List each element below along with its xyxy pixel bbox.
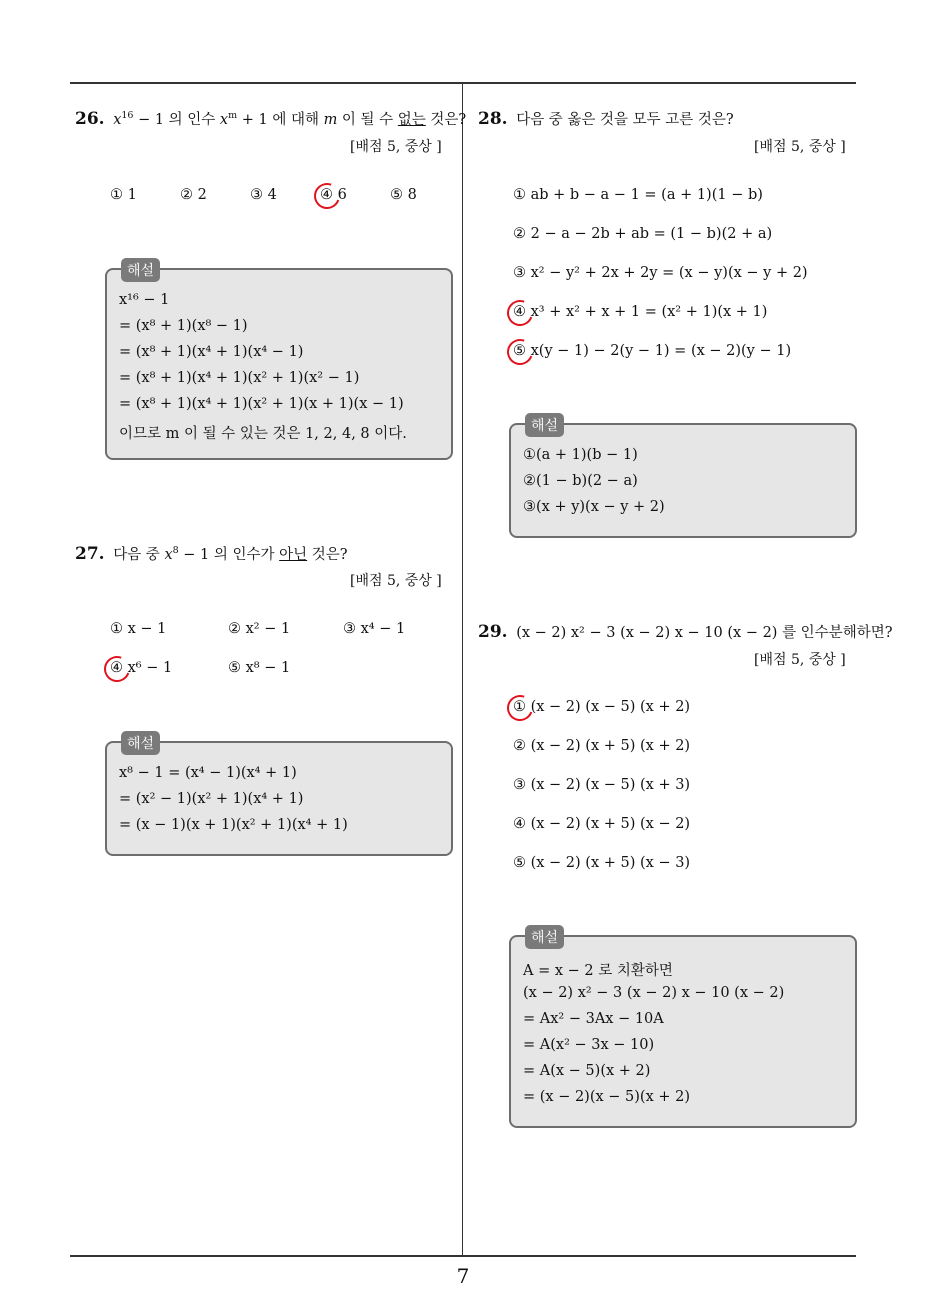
q29-option-5[interactable]: ⑤ (x − 2) (x + 5) (x − 3): [513, 855, 691, 871]
q28-option-4[interactable]: ④ x³ + x² + x + 1 = (x² + 1)(x + 1): [513, 304, 768, 320]
q27-option-2[interactable]: ② x² − 1: [228, 621, 291, 637]
answer-mark-circle-icon: [503, 335, 538, 370]
q26-option-2[interactable]: ② 2: [180, 187, 207, 203]
q29-option-2[interactable]: ② (x − 2) (x + 5) (x + 2): [513, 738, 691, 754]
answer-mark-circle-icon: [503, 691, 538, 726]
solution-tab: 해설: [121, 731, 160, 755]
question-29: [478, 621, 893, 642]
q26-text-e: m: [323, 112, 338, 128]
question-number: 27.: [75, 544, 105, 564]
bottom-rule: [70, 1255, 856, 1257]
solution-line: x¹⁶ − 1: [119, 292, 170, 308]
q28-option-3[interactable]: ③ x² − y² + 2x + 2y = (x − y)(x − y + 2): [513, 265, 808, 281]
q26-text-h: 것은?: [425, 112, 467, 128]
q28-solution-box: [509, 418, 857, 538]
solution-line: (x − 2) x² − 3 (x − 2) x − 10 (x − 2): [523, 985, 785, 1001]
q29-solution-box: [509, 930, 857, 1128]
solution-line: ①(a + 1)(b − 1): [523, 447, 638, 463]
q27-text-b: x: [164, 547, 173, 563]
question-26: [75, 108, 466, 129]
page-number: 7: [456, 1264, 470, 1288]
q27-option-5[interactable]: ⑤ x⁸ − 1: [228, 660, 291, 676]
top-rule: [70, 82, 856, 84]
column-divider: [462, 83, 463, 1256]
solution-line: = A(x² − 3x − 10): [523, 1037, 655, 1053]
question-number: 26.: [75, 109, 105, 129]
question-number: 28.: [478, 109, 508, 129]
solution-line: ②(1 − b)(2 − a): [523, 473, 638, 489]
q26-text-c: x: [219, 112, 229, 128]
q26-text-a: x: [113, 112, 122, 128]
q29-option-1[interactable]: ① (x − 2) (x − 5) (x + 2): [513, 699, 691, 715]
solution-line: 이므로 m 이 될 수 있는 것은 1, 2, 4, 8 이다.: [119, 426, 407, 442]
solution-tab: 해설: [525, 925, 564, 949]
solution-tab: 해설: [121, 258, 160, 282]
solution-line: ③(x + y)(x − y + 2): [523, 499, 665, 515]
q26-solution-box: [105, 263, 453, 460]
solution-line: = (x⁸ + 1)(x⁴ + 1)(x⁴ − 1): [119, 344, 304, 360]
q29-option-3[interactable]: ③ (x − 2) (x − 5) (x + 3): [513, 777, 691, 793]
q27-text-d: 아닌: [279, 547, 308, 563]
question-number: 29.: [478, 622, 508, 642]
q26-text-d: + 1 에 대해: [237, 112, 324, 128]
q28-option-5[interactable]: ⑤ x(y − 1) − 2(y − 1) = (x − 2)(y − 1): [513, 343, 792, 359]
q26-meta: [배점 5, 중상 ]: [350, 139, 442, 155]
question-27: [75, 543, 348, 564]
q28-text: 다음 중 옳은 것을 모두 고른 것은?: [516, 112, 734, 128]
q26-option-3[interactable]: ③ 4: [250, 187, 277, 203]
q27-option-3[interactable]: ③ x⁴ − 1: [343, 621, 406, 637]
q26-text-f: 이 될 수: [337, 112, 398, 128]
q26-option-1[interactable]: ① 1: [110, 187, 137, 203]
q26-option-4[interactable]: ④ 6: [320, 187, 347, 203]
solution-line: = Ax² − 3Ax − 10A: [523, 1011, 664, 1027]
answer-mark-circle-icon: [100, 652, 135, 687]
q27-meta: [배점 5, 중상 ]: [350, 573, 442, 589]
solution-line: x⁸ − 1 = (x⁴ − 1)(x⁴ + 1): [119, 765, 297, 781]
question-28: [478, 108, 734, 129]
q28-meta: [배점 5, 중상 ]: [754, 139, 846, 155]
solution-line: = (x − 1)(x + 1)(x² + 1)(x⁴ + 1): [119, 817, 348, 833]
q27-option-1[interactable]: ① x − 1: [110, 621, 167, 637]
q26-text-a-sup: 16: [121, 110, 134, 122]
q28-option-1[interactable]: ① ab + b − a − 1 = (a + 1)(1 − b): [513, 187, 763, 203]
q27-text-e: 것은?: [307, 547, 348, 563]
q29-meta: [배점 5, 중상 ]: [754, 652, 846, 668]
solution-line: = (x⁸ + 1)(x⁴ + 1)(x² + 1)(x + 1)(x − 1): [119, 396, 404, 412]
answer-mark-circle-icon: [310, 179, 345, 214]
solution-line: = A(x − 5)(x + 2): [523, 1063, 651, 1079]
solution-line: A = x − 2 로 치환하면: [523, 963, 673, 979]
solution-line: = (x − 2)(x − 5)(x + 2): [523, 1089, 691, 1105]
solution-line: = (x⁸ + 1)(x⁸ − 1): [119, 318, 248, 334]
q28-option-2[interactable]: ② 2 − a − 2b + ab = (1 − b)(2 + a): [513, 226, 773, 242]
q26-text-g: 없는: [397, 112, 426, 128]
q29-option-4[interactable]: ④ (x − 2) (x + 5) (x − 2): [513, 816, 691, 832]
q26-option-5[interactable]: ⑤ 8: [390, 187, 417, 203]
solution-line: = (x² − 1)(x² + 1)(x⁴ + 1): [119, 791, 304, 807]
q27-solution-box: [105, 736, 453, 856]
q27-text-b-sup: 8: [172, 545, 179, 557]
solution-tab: 해설: [525, 413, 564, 437]
q27-text-c: − 1 의 인수가: [178, 547, 280, 563]
q29-text: (x − 2) x² − 3 (x − 2) x − 10 (x − 2) 를 인수분해하면?: [516, 625, 893, 641]
solution-line: = (x⁸ + 1)(x⁴ + 1)(x² + 1)(x² − 1): [119, 370, 360, 386]
q26-text-b: − 1 의 인수: [133, 112, 220, 128]
answer-mark-circle-icon: [503, 296, 538, 331]
q27-option-4[interactable]: ④ x⁶ − 1: [110, 660, 173, 676]
q26-text-c-sup: m: [228, 110, 238, 122]
q27-text-a: 다음 중: [113, 547, 165, 563]
